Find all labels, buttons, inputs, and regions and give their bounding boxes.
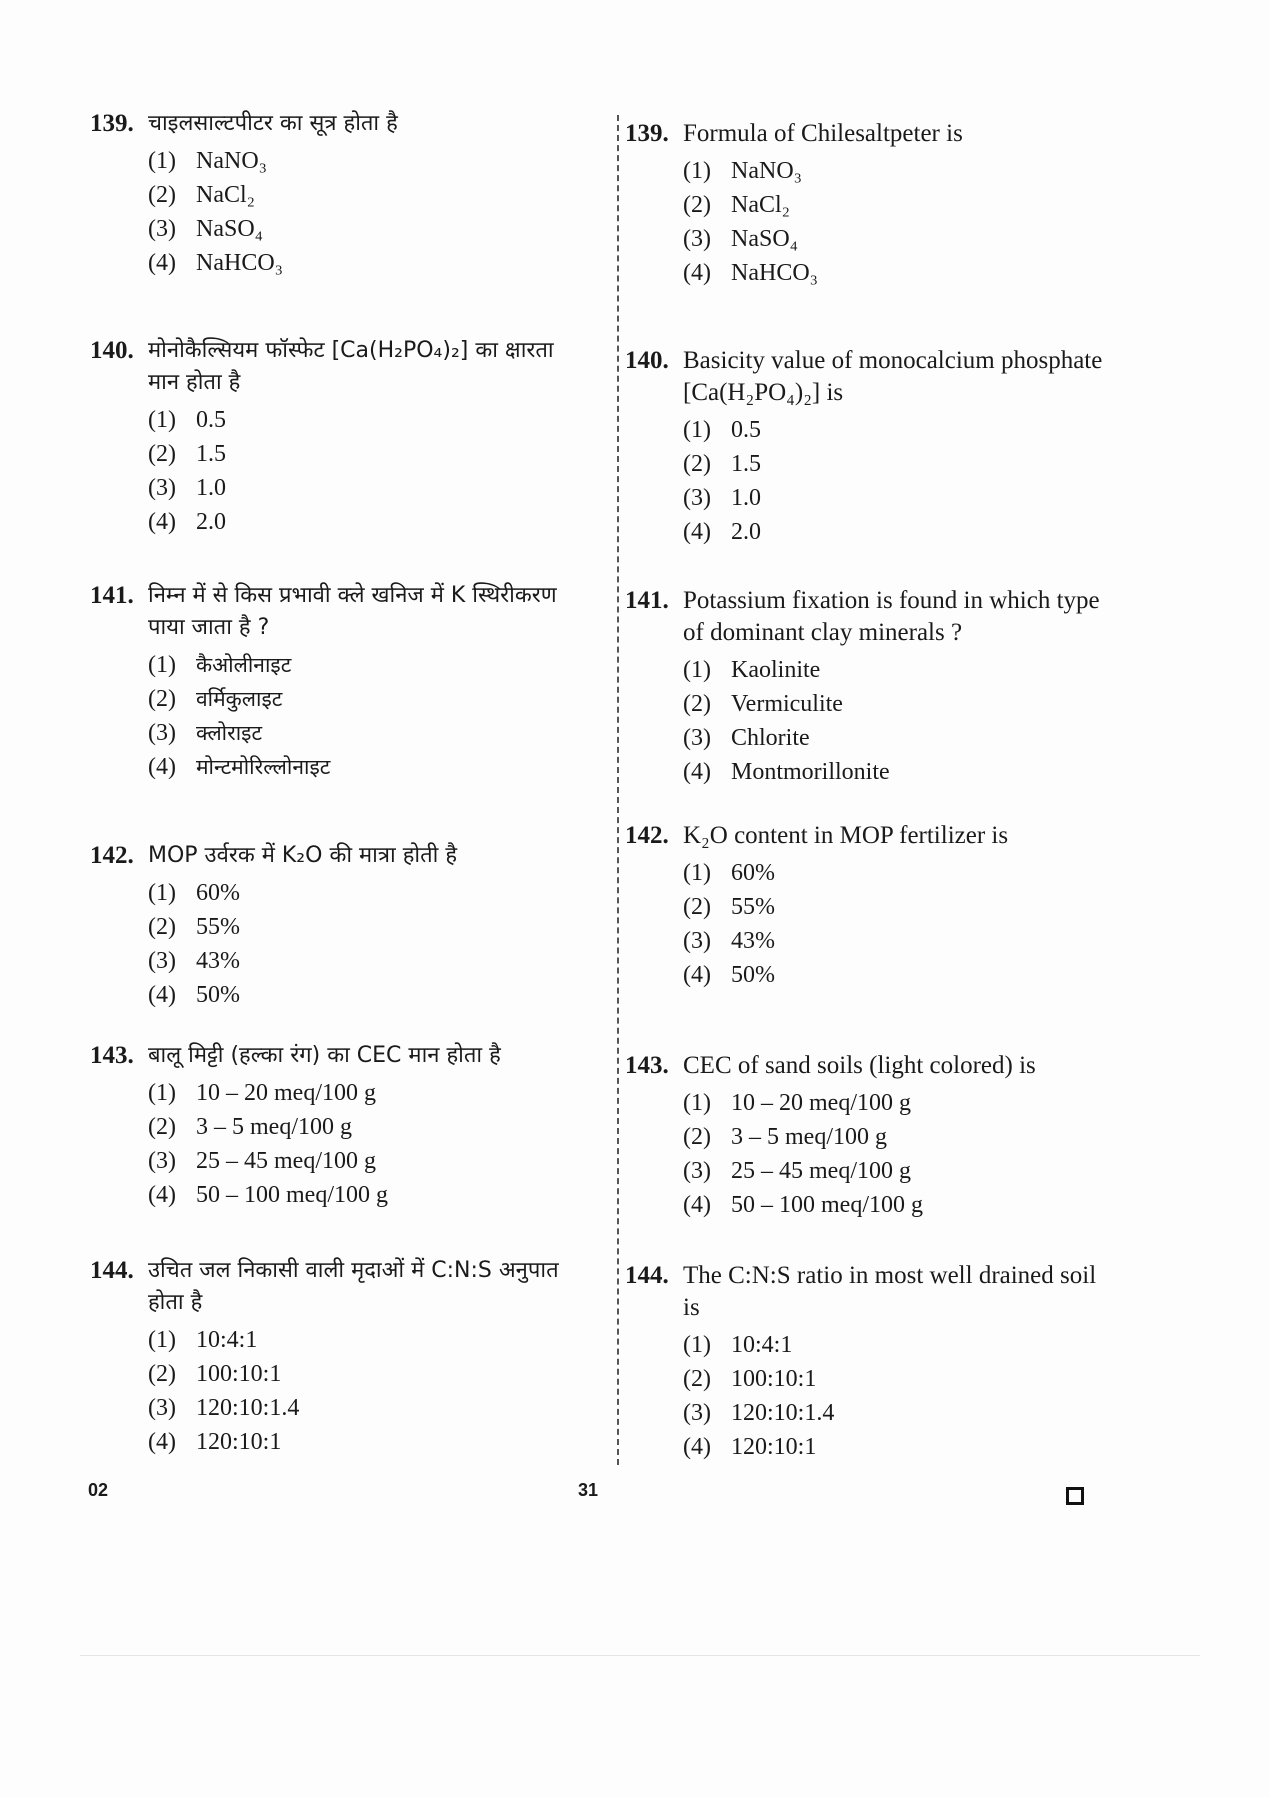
option-label: (4) bbox=[683, 962, 711, 988]
option-text: 10:4:1 bbox=[196, 1327, 258, 1353]
option-label: (3) bbox=[683, 1158, 711, 1184]
option-label: (3) bbox=[683, 1400, 711, 1426]
option-label: (2) bbox=[148, 1361, 176, 1387]
question-text: Formula of Chilesaltpeter is bbox=[683, 120, 963, 147]
option-label: (1) bbox=[683, 657, 711, 683]
option-label: (4) bbox=[148, 250, 176, 276]
option bbox=[683, 1362, 1105, 1396]
option-label: (2) bbox=[683, 1124, 711, 1150]
option-label: (2) bbox=[148, 914, 176, 940]
option-text: कैओलीनाइट bbox=[196, 653, 292, 677]
option-text: 0.5 bbox=[731, 417, 761, 443]
option-label: (4) bbox=[683, 1192, 711, 1218]
option-text: 2.0 bbox=[731, 519, 761, 545]
option-text: 2.0 bbox=[196, 509, 226, 535]
option-text: 10 – 20 meq/100 g bbox=[196, 1080, 376, 1106]
option-text: 120:10:1.4 bbox=[731, 1400, 835, 1426]
option-label: (3) bbox=[148, 720, 176, 746]
option-label: (1) bbox=[683, 1332, 711, 1358]
option-text: NaNO₃ bbox=[196, 148, 268, 174]
option bbox=[683, 481, 1105, 515]
option bbox=[148, 876, 590, 910]
option bbox=[148, 178, 590, 212]
question-number: 141. bbox=[90, 582, 134, 609]
option-text: 50% bbox=[731, 962, 775, 988]
option-label: (1) bbox=[683, 1090, 711, 1116]
option bbox=[148, 212, 590, 246]
question-number: 140. bbox=[625, 347, 669, 374]
square-marker-icon bbox=[1066, 1487, 1084, 1505]
question-144-hi bbox=[90, 1255, 590, 1459]
option bbox=[683, 1120, 1105, 1154]
option bbox=[683, 154, 1105, 188]
option bbox=[683, 958, 1105, 992]
page-number: 31 bbox=[578, 1480, 599, 1500]
option bbox=[148, 750, 590, 784]
option-text: 43% bbox=[196, 948, 240, 974]
option bbox=[683, 413, 1105, 447]
option-text: 10:4:1 bbox=[731, 1332, 793, 1358]
option bbox=[148, 403, 590, 437]
question-text: K₂O content in MOP fertilizer is bbox=[683, 822, 1009, 849]
option-text: 100:10:1 bbox=[731, 1366, 817, 1392]
option-text: Kaolinite bbox=[731, 657, 821, 683]
option-text: 120:10:1.4 bbox=[196, 1395, 300, 1421]
option bbox=[683, 856, 1105, 890]
question-number: 140. bbox=[90, 337, 134, 364]
question-number: 142. bbox=[625, 822, 669, 849]
question-140-hi bbox=[90, 335, 590, 539]
option bbox=[148, 1144, 590, 1178]
option-text: 1.5 bbox=[196, 441, 226, 467]
option-label: (1) bbox=[148, 407, 176, 433]
question-text: उचित जल निकासी वाली मृदाओं में C:N:S अनुपात होता है bbox=[148, 1258, 559, 1315]
option-label: (3) bbox=[148, 1395, 176, 1421]
option-label: (3) bbox=[148, 216, 176, 242]
option bbox=[148, 944, 590, 978]
option bbox=[683, 1188, 1105, 1222]
question-139-en bbox=[625, 118, 1105, 290]
option-text: 50 – 100 meq/100 g bbox=[731, 1192, 923, 1218]
option-label: (2) bbox=[148, 182, 176, 208]
option-text: NaNO₃ bbox=[731, 158, 803, 184]
question-139-hi bbox=[90, 108, 590, 280]
question-142-hi bbox=[90, 840, 590, 1012]
option-text: 25 – 45 meq/100 g bbox=[196, 1148, 376, 1174]
option-text: Montmorillonite bbox=[731, 759, 890, 785]
option-text: 55% bbox=[731, 894, 775, 920]
option bbox=[148, 648, 590, 682]
option-text: क्लोराइट bbox=[196, 721, 263, 745]
question-number: 144. bbox=[625, 1262, 669, 1289]
option-text: Chlorite bbox=[731, 725, 810, 751]
option bbox=[683, 924, 1105, 958]
option bbox=[683, 653, 1105, 687]
option-text: NaSO₄ bbox=[196, 216, 264, 242]
option-text: 0.5 bbox=[196, 407, 226, 433]
option bbox=[148, 1076, 590, 1110]
option-label: (3) bbox=[148, 1148, 176, 1174]
question-text: Potassium fixation is found in which type of dominant clay minerals ? bbox=[683, 587, 1100, 646]
question-text: निम्न में से किस प्रभावी क्ले खनिज में K स्थिरीकरण पाया जाता है ? bbox=[148, 583, 557, 640]
option bbox=[148, 1391, 590, 1425]
option-label: (2) bbox=[148, 441, 176, 467]
option-label: (1) bbox=[148, 1080, 176, 1106]
option bbox=[148, 1178, 590, 1212]
option-label: (4) bbox=[683, 519, 711, 545]
question-number: 139. bbox=[625, 120, 669, 147]
option-text: Vermiculite bbox=[731, 691, 843, 717]
question-text: चाइलसाल्टपीटर का सूत्र होता है bbox=[148, 111, 398, 136]
question-number: 144. bbox=[90, 1257, 134, 1284]
option-label: (4) bbox=[148, 509, 176, 535]
option-text: 50% bbox=[196, 982, 240, 1008]
question-text: The C:N:S ratio in most well drained soil is bbox=[683, 1262, 1097, 1321]
option-text: NaSO₄ bbox=[731, 226, 799, 252]
option-label: (4) bbox=[683, 759, 711, 785]
option-label: (2) bbox=[148, 1114, 176, 1140]
question-144-en bbox=[625, 1260, 1105, 1464]
option-text: 43% bbox=[731, 928, 775, 954]
option-text: 1.5 bbox=[731, 451, 761, 477]
question-141-en bbox=[625, 585, 1105, 789]
option-text: 25 – 45 meq/100 g bbox=[731, 1158, 911, 1184]
option-text: मोन्टमोरिल्लोनाइट bbox=[196, 755, 331, 779]
question-number: 141. bbox=[625, 587, 669, 614]
option-label: (2) bbox=[683, 1366, 711, 1392]
option-text: 60% bbox=[731, 860, 775, 886]
option bbox=[683, 687, 1105, 721]
option-label: (4) bbox=[148, 982, 176, 1008]
option bbox=[683, 1154, 1105, 1188]
booklet-code: 02 bbox=[88, 1480, 109, 1500]
option bbox=[148, 505, 590, 539]
option-text: NaHCO₃ bbox=[731, 260, 819, 286]
option-text: 120:10:1 bbox=[196, 1429, 282, 1455]
option bbox=[148, 437, 590, 471]
option-text: NaCl₂ bbox=[196, 182, 256, 208]
option-text: NaCl₂ bbox=[731, 192, 791, 218]
question-143-en bbox=[625, 1050, 1105, 1222]
option-label: (1) bbox=[148, 880, 176, 906]
divider bbox=[80, 1655, 1200, 1656]
option bbox=[683, 188, 1105, 222]
option bbox=[683, 890, 1105, 924]
option bbox=[683, 721, 1105, 755]
option bbox=[148, 246, 590, 280]
question-text: MOP उर्वरक में K₂O की मात्रा होती है bbox=[148, 843, 458, 868]
option-label: (1) bbox=[148, 148, 176, 174]
question-number: 139. bbox=[90, 110, 134, 137]
option-label: (3) bbox=[683, 226, 711, 252]
option-label: (3) bbox=[683, 928, 711, 954]
option bbox=[148, 1323, 590, 1357]
option bbox=[148, 978, 590, 1012]
option bbox=[683, 222, 1105, 256]
question-143-hi bbox=[90, 1040, 590, 1212]
question-number: 142. bbox=[90, 842, 134, 869]
question-number: 143. bbox=[625, 1052, 669, 1079]
option bbox=[683, 447, 1105, 481]
option-text: 10 – 20 meq/100 g bbox=[731, 1090, 911, 1116]
option bbox=[148, 682, 590, 716]
option-label: (3) bbox=[683, 485, 711, 511]
question-text: CEC of sand soils (light colored) is bbox=[683, 1052, 1036, 1079]
option-label: (3) bbox=[148, 475, 176, 501]
option-label: (2) bbox=[683, 894, 711, 920]
option-label: (2) bbox=[148, 686, 176, 712]
option-text: 3 – 5 meq/100 g bbox=[196, 1114, 352, 1140]
question-number: 143. bbox=[90, 1042, 134, 1069]
option-label: (4) bbox=[148, 1429, 176, 1455]
option-text: 55% bbox=[196, 914, 240, 940]
option-text: 60% bbox=[196, 880, 240, 906]
option bbox=[148, 471, 590, 505]
question-text: Basicity value of monocalcium phosphate [Ca(H₂PO₄)₂] is bbox=[683, 347, 1103, 406]
option-label: (2) bbox=[683, 691, 711, 717]
option-label: (1) bbox=[683, 158, 711, 184]
option-label: (1) bbox=[683, 417, 711, 443]
option-text: 1.0 bbox=[196, 475, 226, 501]
option-text: 3 – 5 meq/100 g bbox=[731, 1124, 887, 1150]
question-142-en bbox=[625, 820, 1105, 992]
option-text: 1.0 bbox=[731, 485, 761, 511]
option bbox=[683, 1086, 1105, 1120]
option-label: (4) bbox=[683, 260, 711, 286]
option-label: (4) bbox=[148, 754, 176, 780]
question-140-en bbox=[625, 345, 1105, 549]
option-text: 120:10:1 bbox=[731, 1434, 817, 1460]
option-label: (1) bbox=[148, 652, 176, 678]
option bbox=[148, 144, 590, 178]
question-text: बालू मिट्टी (हल्का रंग) का CEC मान होता है bbox=[148, 1043, 501, 1068]
option bbox=[683, 1430, 1105, 1464]
option-label: (1) bbox=[148, 1327, 176, 1353]
column-divider bbox=[617, 115, 619, 1465]
option-text: NaHCO₃ bbox=[196, 250, 284, 276]
question-141-hi bbox=[90, 580, 590, 784]
option-label: (4) bbox=[148, 1182, 176, 1208]
option-label: (1) bbox=[683, 860, 711, 886]
option-text: 100:10:1 bbox=[196, 1361, 282, 1387]
option bbox=[148, 1425, 590, 1459]
option-text: 50 – 100 meq/100 g bbox=[196, 1182, 388, 1208]
option bbox=[683, 755, 1105, 789]
option bbox=[683, 256, 1105, 290]
option bbox=[148, 910, 590, 944]
option-label: (3) bbox=[683, 725, 711, 751]
option bbox=[683, 1328, 1105, 1362]
option-label: (4) bbox=[683, 1434, 711, 1460]
option bbox=[148, 1357, 590, 1391]
option bbox=[683, 1396, 1105, 1430]
question-text: मोनोकैल्सियम फॉस्फेट [Ca(H₂PO₄)₂] का क्षारता मान होता है bbox=[148, 338, 554, 395]
option bbox=[148, 1110, 590, 1144]
option-label: (2) bbox=[683, 192, 711, 218]
option bbox=[148, 716, 590, 750]
option-label: (3) bbox=[148, 948, 176, 974]
option-text: वर्मिकुलाइट bbox=[196, 687, 283, 711]
option-label: (2) bbox=[683, 451, 711, 477]
option bbox=[683, 515, 1105, 549]
